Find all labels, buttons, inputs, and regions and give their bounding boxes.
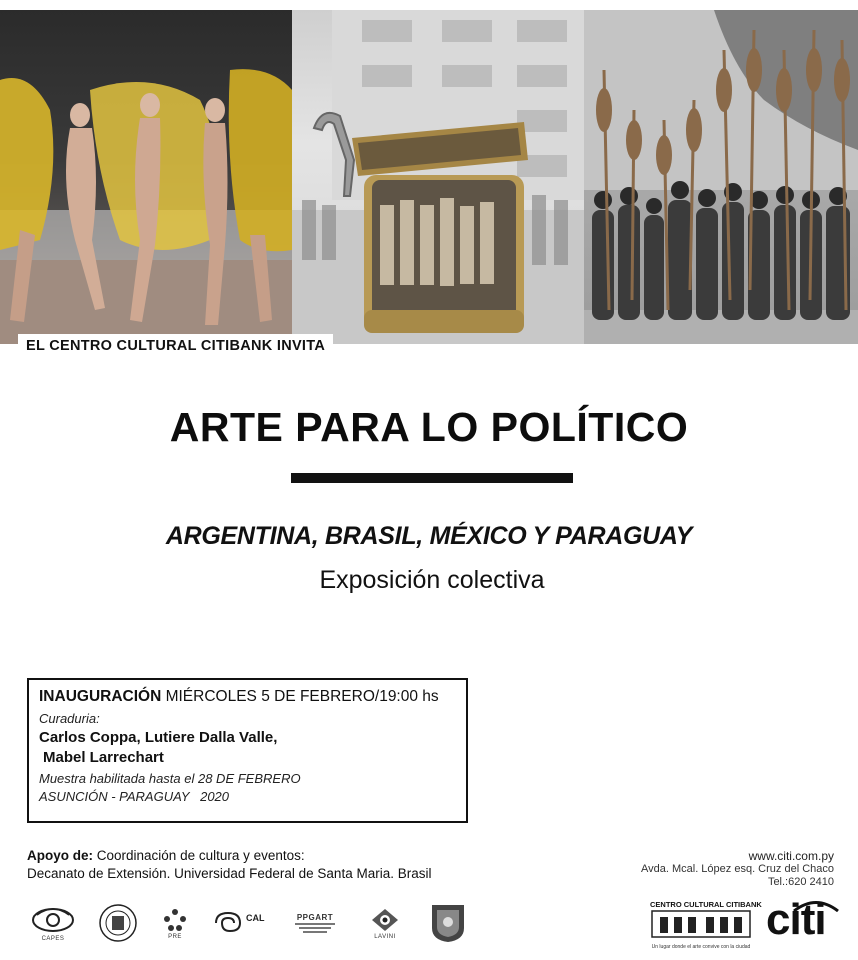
lavini-logo-text: LAVINI	[374, 933, 396, 940]
cc-logo-tagline: Un lugar donde el arte convive con la ciudad	[651, 944, 751, 950]
curators-line-2: Mabel Larrechart	[43, 749, 164, 766]
phone-text: Tel.:620 2410	[767, 876, 834, 888]
pre-star-icon	[162, 907, 188, 933]
exhibition-location: ASUNCIÓN - PARAGUAY 2020	[39, 789, 230, 804]
capes-eye-icon	[31, 905, 75, 935]
support-line-1: Coordinación de cultura y eventos:	[96, 848, 305, 863]
university-seal-icon	[98, 903, 138, 943]
inauguration-line	[39, 688, 456, 706]
website-link[interactable]: www.citi.com.py	[748, 849, 834, 863]
lavini-logo	[362, 900, 408, 946]
cal-logo	[210, 900, 270, 946]
dancers-artwork-image	[0, 10, 292, 344]
ppgart-logo-text: PPGART	[296, 913, 334, 922]
support-credits	[27, 847, 431, 883]
ppgart-lines-icon	[295, 922, 335, 934]
tin-can-artwork-image	[292, 10, 584, 344]
capes-logo	[28, 900, 78, 946]
exhibition-countries: ARGENTINA, BRASIL, MÉXICO Y PARAGUAY	[165, 522, 693, 550]
cal-spiral-icon	[212, 909, 268, 937]
title-divider	[291, 473, 573, 483]
inauguration-date: MIÉRCOLES 5 DE FEBRERO/19:00 hs	[165, 688, 439, 705]
citi-logo: citi	[766, 895, 826, 944]
header-image-strip	[0, 10, 858, 344]
unam-logo	[426, 900, 470, 946]
centro-cultural-citibank-logo	[650, 900, 762, 950]
ppgart-logo	[290, 900, 340, 946]
unam-crest-icon	[429, 902, 467, 944]
curators-line-1: Carlos Coppa, Lutiere Dalla Valle,	[39, 729, 278, 746]
exhibition-end-date: Muestra habilitada hasta el 28 DE FEBRERO	[39, 771, 301, 786]
lavini-eye-icon	[370, 907, 400, 933]
invite-band: EL CENTRO CULTURAL CITIBANK INVITA	[18, 334, 333, 358]
support-label: Apoyo de:	[27, 848, 93, 863]
crowd-artwork-image	[584, 10, 858, 344]
curatorship-label: Curaduria:	[39, 711, 100, 726]
pre-logo-text: PRE	[168, 933, 182, 940]
address-text: Avda. Mcal. López esq. Cruz del Chaco	[640, 863, 834, 875]
building-facade-icon	[650, 909, 752, 939]
cc-logo-title: CENTRO CULTURAL CITIBANK	[650, 900, 762, 909]
support-line-2: Decanato de Extensión. Universidad Federal de Santa Maria. Brasil	[27, 866, 432, 881]
capes-logo-text: CAPES	[41, 935, 65, 942]
curators-list	[39, 728, 456, 768]
exhibition-subtitle: Exposición colectiva	[319, 566, 545, 594]
exhibition-title: ARTE PARA LO POLÍTICO	[169, 404, 689, 450]
university-seal-logo	[96, 900, 140, 946]
pre-logo	[153, 900, 197, 946]
sponsor-logos	[28, 900, 478, 946]
inauguration-label: INAUGURACIÓN	[39, 688, 162, 705]
contact-info	[641, 850, 834, 889]
event-info-box	[27, 678, 468, 823]
cal-logo-text: CAL	[246, 913, 265, 923]
